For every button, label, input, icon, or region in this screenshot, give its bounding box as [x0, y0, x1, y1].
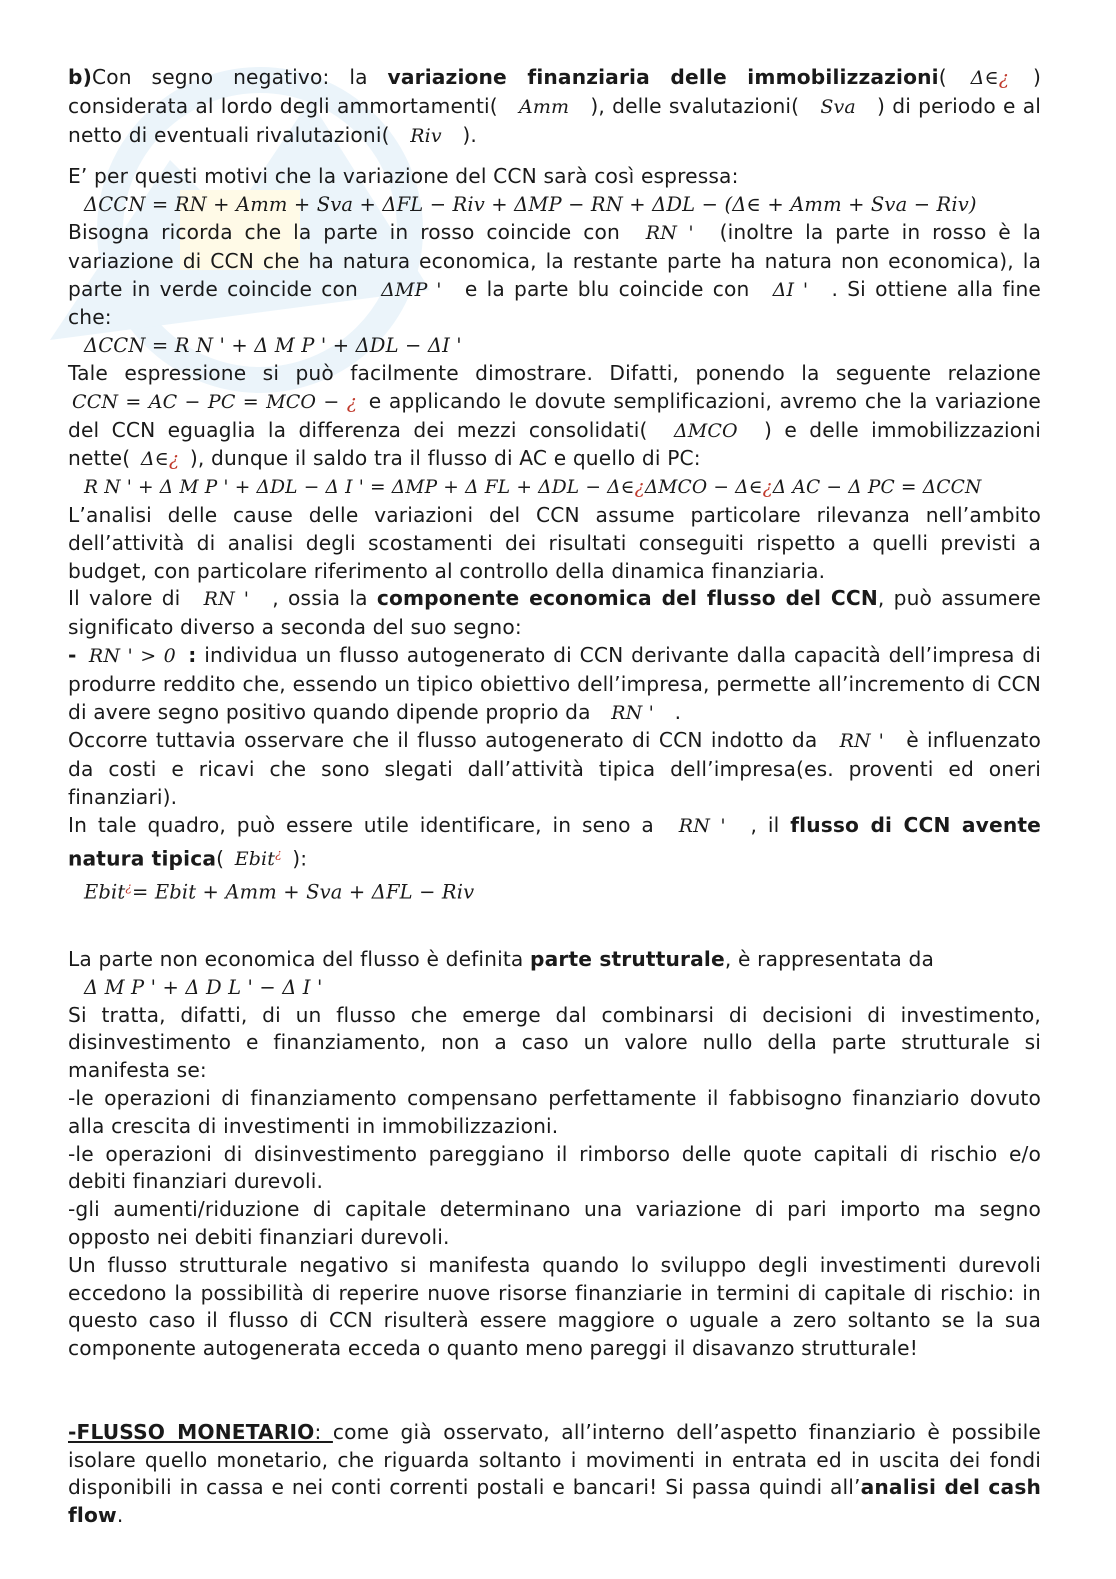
bold-term: analisi del cash flow	[68, 1475, 1042, 1528]
math-symbol: ΔMCO	[673, 419, 738, 442]
bold-term: componente economica del flusso del CCN	[376, 586, 878, 611]
document-page	[68, 64, 1041, 1530]
paragraph: Un flusso strutturale negativo si manifesta quando lo sviluppo degli investimenti durevoli eccedono la possibilità di reperire nuove risorse finanziarie in termini di capitale di rischio: in questo caso il flusso di CCN risulterà essere maggiore o uguale a zero soltanto se la sua componente autogenerata ecceda o quanto meno pareggi il disavanzo strutturale!	[68, 1252, 1041, 1361]
bold-term: variazione finanziaria delle immobilizzazioni	[387, 65, 939, 89]
paragraph: In tale quadro, può essere utile identificare, in seno a RN ' , il flusso di CCN avente natura tipica( Ebit¿ ):	[68, 812, 1041, 870]
math-symbol: Riv	[410, 124, 442, 147]
math-symbol: RN '	[611, 701, 654, 724]
math-symbol: RN '	[645, 221, 694, 244]
math-symbol: RN ' > 0	[88, 644, 176, 667]
section-flusso-monetario: -FLUSSO MONETARIO: come già osservato, all’interno dell’aspetto finanziario è possibile isolare quello monetario, che riguarda soltanto i movimenti in entrata ed in uscita dei fondi disponibili in cassa e nei conti correnti postali e bancari! Si passa quindi all’analisi del cash flow.	[68, 1419, 1042, 1528]
math-symbol: RN '	[839, 730, 884, 753]
math-symbol: Δ∈¿	[140, 448, 180, 471]
math-symbol: CCN = AC − PC = MCO − ¿	[72, 390, 358, 413]
list-item: -gli aumenti/riduzione di capitale determinano una variazione di pari importo ma segno opposto nei debiti finanziari durevoli.	[68, 1197, 1041, 1249]
math-symbol: Δ∈¿	[970, 67, 1010, 89]
math-symbol: ΔI '	[772, 278, 809, 301]
para-immobilizzazioni: b)Con segno negativo: la variazione finanziaria delle immobilizzazioni( Δ∈¿ ) considerata al lordo degli ammortamenti( Amm ), delle svalutazioni( Sva ) di periodo e al netto di eventuali rivalutazioni( Riv ).	[68, 65, 1042, 147]
paragraph: Il valore di RN ' , ossia la componente economica del flusso del CCN, può assumere significato diverso a seconda del suo segno:	[68, 586, 1042, 640]
paragraph: L’analisi delle cause delle variazioni del CCN assume particolare rilevanza nell’ambito dell’attività di analisi degli scostamenti dei risultati conseguiti rispetto a quelli previsti a budget, con particolare riferimento al controllo della dinamica finanziaria.	[68, 502, 1041, 583]
math-symbol: Amm	[518, 95, 570, 118]
formula: ΔCCN = R N ' + Δ M P ' + ΔDL − ΔI '	[84, 334, 462, 358]
paragraph: Tale espressione si può facilmente dimostrare. Difatti, ponendo la seguente relazione CCN = AC − PC = MCO − ¿ e applicando le dovute semplificazioni, avremo che la variazione del CCN eguaglia la differenza dei mezzi consolidati( ΔMCO ) e delle immobilizzazioni nette( Δ∈¿ ), dunque il saldo tra il flusso di AC e quello di PC:	[68, 360, 1041, 471]
math-symbol: RN '	[678, 814, 726, 837]
math-symbol: Ebit¿	[234, 846, 282, 870]
paragraph: - RN ' > 0 : individua un flusso autogenerato di CCN derivante dalla capacità dell’impresa di produrre reddito che, essendo un tipico obiettivo dell’impresa, permette all’incremento di CCN di avere segno positivo quando dipende proprio da RN ' .	[68, 642, 1042, 724]
formula: R N ' + Δ M P ' + ΔDL − Δ I ' = ΔMP + Δ FL + ΔDL − Δ∈¿ΔMCO − Δ∈¿Δ AC − Δ PC = ΔCCN	[84, 477, 982, 499]
paragraph: La parte non economica del flusso è definita parte strutturale, è rappresentata da	[68, 946, 934, 971]
paragraph: Bisogna ricorda che la parte in rosso coincide con RN ' (inoltre la parte in rosso è la variazione di CCN che ha natura economica, la restante parte ha natura non economica), la parte in verde coincide con ΔMP ' e la parte blu coincide con ΔI ' . Si ottiene alla fine che:	[68, 219, 1041, 330]
paragraph: Occorre tuttavia osservare che il flusso autogenerato di CCN indotto da RN ' è influenzato da costi e ricavi che sono slegati dall’attività tipica dell’impresa(es. proventi ed oneri finanziari).	[68, 728, 1042, 809]
math-symbol: ΔMP '	[381, 278, 442, 301]
paragraph: Si tratta, difatti, di un flusso che emerge dal combinarsi di decisioni di investimento, disinvestimento e finanziamento, non a caso un valore nullo della parte strutturale si manifesta se:	[68, 1002, 1041, 1083]
list-item: -le operazioni di finanziamento compensano perfettamente il fabbisogno finanziario dovuto alla crescita di investimenti in immobilizzazioni.	[68, 1085, 1041, 1138]
formula: Δ M P ' + Δ D L ' − Δ I '	[84, 975, 323, 999]
bold-term: flusso di CCN avente natura tipica	[68, 812, 1041, 870]
list-item: -le operazioni di disinvestimento pareggiano il rimborso delle quote capitali di rischio e/o debiti finanziari durevoli.	[68, 1141, 1041, 1194]
formula: ΔCCN = RN + Amm + Sva + ΔFL − Riv + ΔMP − RN + ΔDL − (Δ∈ + Amm + Sva − Riv)	[84, 193, 977, 217]
math-symbol: RN '	[203, 588, 250, 611]
section-heading: -FLUSSO MONETARIO	[68, 1419, 315, 1444]
formula: Ebit¿= Ebit + Amm + Sva + ΔFL − Riv	[84, 879, 475, 904]
math-symbol: Sva	[820, 95, 856, 118]
paragraph: E’ per questi motivi che la variazione del CCN sarà così espressa:	[68, 164, 739, 189]
bold-term: parte strutturale	[530, 946, 725, 971]
item-label: b)	[68, 65, 92, 89]
